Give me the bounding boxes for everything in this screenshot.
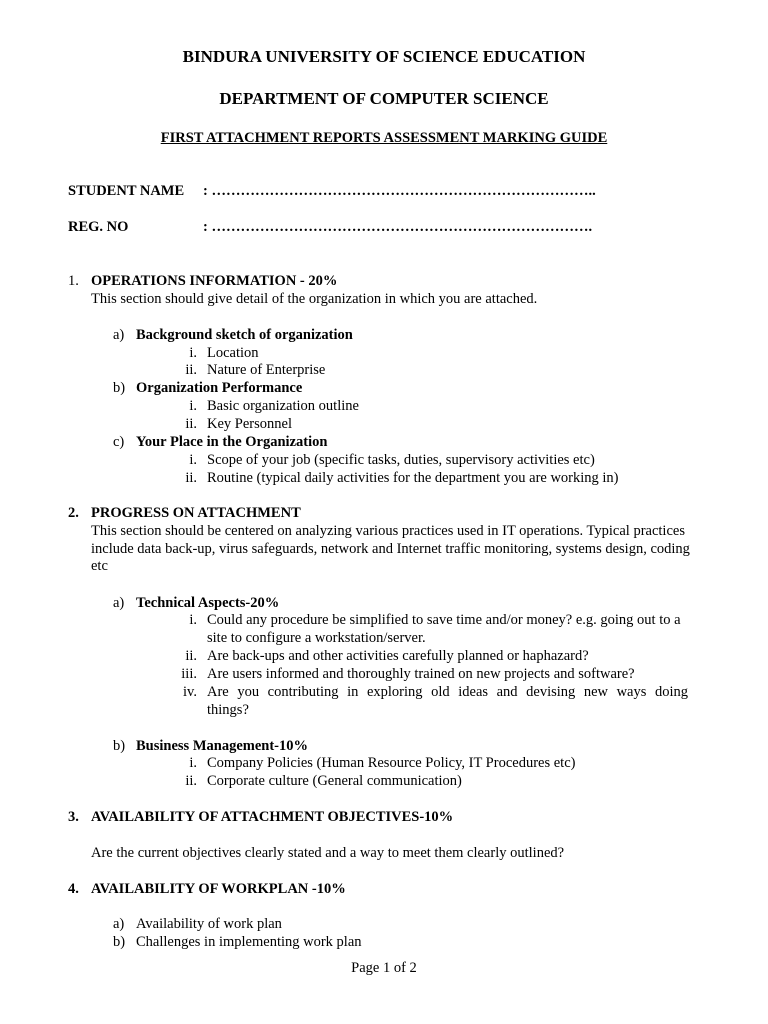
item-heading: Technical Aspects-20%: [136, 595, 280, 611]
section-heading: PROGRESS ON ATTACHMENT: [91, 505, 301, 521]
section-number: 2.: [68, 505, 79, 521]
subitem-text: Location: [207, 345, 259, 361]
subitem-marker: i.: [189, 612, 197, 628]
item-marker: a): [113, 327, 125, 343]
subitem-text: Scope of your job (specific tasks, duties, supervisory activities etc): [207, 452, 595, 468]
document-title: FIRST ATTACHMENT REPORTS ASSESSMENT MARKING GUIDE: [160, 130, 608, 146]
item-marker: b): [113, 380, 126, 396]
subitem-text: Nature of Enterprise: [207, 362, 326, 378]
subitem-marker: iii.: [181, 666, 197, 682]
subitem-marker: ii.: [185, 773, 197, 789]
subitem-text: Key Personnel: [207, 416, 292, 432]
subitem-marker: ii.: [185, 362, 197, 378]
item-text: Availability of work plan: [136, 916, 282, 932]
subitem-marker: i.: [189, 398, 197, 414]
subitem-marker: ii.: [185, 416, 197, 432]
item-heading: Background sketch of organization: [136, 327, 353, 343]
subitem-text: Are back-ups and other activities carefully planned or haphazard?: [207, 648, 589, 664]
item-heading: Organization Performance: [136, 380, 303, 396]
subitem-text: Are you contributing in exploring old ideas and devising new ways doing: [207, 684, 688, 700]
section-number: 4.: [68, 881, 79, 897]
subitem-text: Company Policies (Human Resource Policy, IT Procedures etc): [207, 755, 576, 771]
item-heading: Business Management-10%: [136, 738, 308, 754]
subitem-text: Basic organization outline: [207, 398, 359, 414]
subitem-text: Routine (typical daily activities for the department you are working in): [207, 470, 619, 486]
subitem-marker: i.: [189, 452, 197, 468]
student-name-blank: : ……………………………………………………………………..: [203, 183, 596, 199]
subitem-text: Corporate culture (General communication): [207, 773, 462, 789]
section-heading: OPERATIONS INFORMATION - 20%: [91, 273, 338, 289]
item-marker: b): [113, 934, 126, 950]
item-text: Challenges in implementing work plan: [136, 934, 362, 950]
subitem-marker: ii.: [185, 648, 197, 664]
section-number: 3.: [68, 809, 79, 825]
subitem-text: Could any procedure be simplified to save time and/or money? e.g. going out to a site to configure a workstation/server.: [207, 612, 681, 646]
reg-no-label: REG. NO: [68, 219, 129, 235]
reg-no-field: [68, 219, 592, 236]
section-description: This section should give detail of the organization in which you are attached.: [91, 291, 538, 307]
subitem-marker: i.: [189, 345, 197, 361]
page-number: Page 1 of 2: [351, 960, 417, 976]
student-name-field: [68, 183, 596, 200]
section-number: 1.: [68, 273, 79, 289]
item-marker: c): [113, 434, 125, 450]
subitem-marker: i.: [189, 755, 197, 771]
item-marker: a): [113, 595, 125, 611]
item-marker: a): [113, 916, 125, 932]
section-heading: AVAILABILITY OF WORKPLAN -10%: [91, 881, 346, 897]
student-name-label: STUDENT NAME: [68, 183, 185, 199]
item-marker: b): [113, 738, 126, 754]
reg-no-blank: : …………………………………………………………………….: [203, 219, 593, 235]
section-description: Are the current objectives clearly stated and a way to meet them clearly outlined?: [91, 845, 565, 861]
subitem-text-continued: things?: [207, 702, 249, 718]
university-name: BINDURA UNIVERSITY OF SCIENCE EDUCATION: [182, 47, 586, 66]
section-heading: AVAILABILITY OF ATTACHMENT OBJECTIVES-10%: [91, 809, 454, 825]
subitem-marker: iv.: [183, 684, 197, 700]
department-name: DEPARTMENT OF COMPUTER SCIENCE: [219, 89, 549, 108]
section-description: This section should be centered on analyzing various practices used in IT operations. Typical practices include data back-up, virus safeguards, network and Internet traffic monitoring, systems design, coding etc: [91, 523, 690, 575]
subitem-text: Are users informed and thoroughly trained on new projects and software?: [207, 666, 635, 682]
subitem-marker: ii.: [185, 470, 197, 486]
item-heading: Your Place in the Organization: [136, 434, 328, 450]
